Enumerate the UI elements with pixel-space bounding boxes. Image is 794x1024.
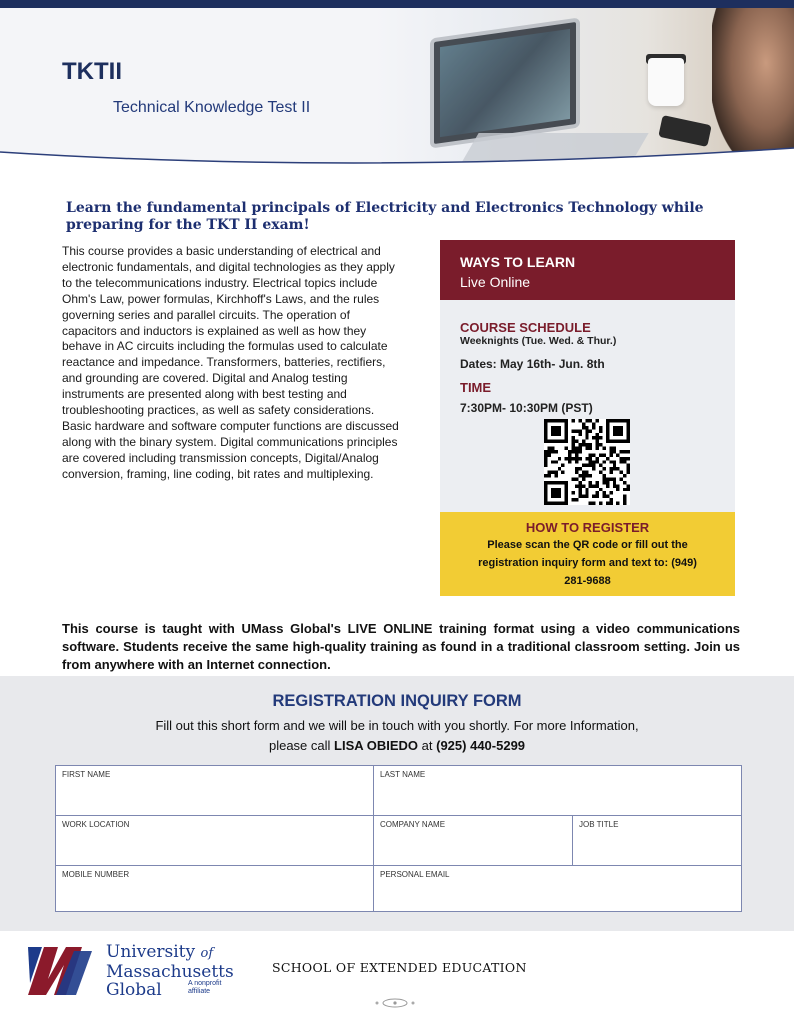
first-name-field[interactable] — [56, 766, 374, 816]
top-bar — [0, 0, 794, 8]
logo-affiliate-line2: affiliate — [188, 988, 211, 995]
coffee-cup-image — [648, 58, 684, 106]
person-image — [712, 8, 794, 165]
logo-university: University — [106, 942, 201, 962]
logo-line2: Massachusetts — [106, 962, 234, 982]
form-intro — [100, 716, 694, 756]
time-value: 7:30PM- 10:30PM (PST) — [460, 401, 593, 415]
ways-value: Live Online — [460, 274, 531, 290]
last-name-label: LAST NAME — [380, 770, 426, 779]
contact-phone: (925) 440-5299 — [436, 738, 526, 753]
logo-of: of — [200, 946, 214, 961]
live-online-note: This course is taught with UMass Global's LIVE ONLINE training format using a video communications software. Students receive the same high-quality training as found in a traditional classroom setting. Join us from anywhere with an Internet connection. — [62, 621, 740, 672]
laptop-image — [430, 17, 580, 148]
register-text: Please scan the QR code or fill out the registration inquiry form and text to: (949) 281-9688 — [478, 539, 697, 587]
form-intro-line2 — [100, 736, 694, 756]
form-intro-mid: at — [418, 738, 437, 753]
personal-email-field[interactable] — [374, 866, 741, 911]
work-location-label: WORK LOCATION — [62, 820, 130, 829]
work-location-field[interactable] — [56, 816, 374, 866]
contact-name: LISA OBIEDO — [334, 738, 419, 753]
first-name-label: FIRST NAME — [62, 770, 111, 779]
logo-line3: Global — [106, 980, 162, 1000]
page-title: TKTII — [62, 58, 122, 85]
header-banner — [0, 8, 794, 165]
page-subtitle: Technical Knowledge Test II — [113, 99, 311, 116]
schedule-days: Weeknights (Tue. Wed. & Thur.) — [460, 335, 617, 347]
logo-line1 — [106, 943, 234, 963]
form-intro-line1: Fill out this short form and we will be in touch with you shortly. For more Information, — [155, 718, 639, 733]
mobile-number-label: MOBILE NUMBER — [62, 870, 130, 879]
header-wave — [0, 146, 794, 165]
ways-to-learn-box — [440, 240, 735, 300]
form-grid — [55, 765, 742, 912]
form-title: REGISTRATION INQUIRY FORM — [272, 692, 522, 710]
schedule-title: COURSE SCHEDULE — [460, 320, 591, 335]
register-title: HOW TO REGISTER — [525, 520, 650, 535]
job-title-field[interactable] — [573, 816, 741, 866]
course-description: This course provides a basic understanding of electrical and electronic fundamentals, and digital technologies as they apply to the telecommunications industry. Electrical topics include Ohm's Law, power formulas, Kirchhoff's Laws, and the rules governing series and parallel circuits. The operation of capacitors and inductors is explained as well as how they behave in AC circuits including the formulas used to calculate reactance and impedance. Transformers, batteries, rectifiers, and grounding are covered. Digital and Analog testing instruments are presented along with best testing and troubleshooting practices, as well as safety considerations. Basic hardware and software computer functions are discussed along with the binary system. Digital communications principles are covered including transmission concepts, Digital/Analog conversion, framing, line coding, bit rates and multiplexing. — [62, 244, 399, 481]
ways-title: WAYS TO LEARN — [460, 254, 576, 270]
logo-affiliate — [188, 980, 221, 996]
umass-logo-icon — [26, 943, 94, 997]
qr-code-icon[interactable] — [544, 419, 630, 505]
schedule-dates: Dates: May 16th- Jun. 8th — [460, 357, 605, 371]
last-name-field[interactable] — [374, 766, 741, 816]
registration-form-section — [0, 676, 794, 931]
time-title: TIME — [460, 380, 492, 395]
job-title-label: JOB TITLE — [579, 820, 619, 829]
personal-email-label: PERSONAL EMAIL — [380, 870, 450, 879]
headline: Learn the fundamental principals of Electricity and Electronics Technology while preparing for the TKT II exam! — [66, 200, 704, 233]
company-name-label: COMPANY NAME — [380, 820, 446, 829]
how-to-register-box — [440, 512, 735, 596]
logo-affiliate-line1: A nonprofit — [188, 980, 222, 987]
form-intro-prefix: please call — [268, 738, 335, 753]
ornament-icon — [372, 998, 418, 1008]
company-name-field[interactable] — [374, 816, 573, 866]
info-panel — [440, 240, 735, 596]
school-name: SCHOOL OF EXTENDED EDUCATION — [272, 960, 527, 975]
footer — [0, 931, 794, 1024]
mobile-number-field[interactable] — [56, 866, 374, 911]
